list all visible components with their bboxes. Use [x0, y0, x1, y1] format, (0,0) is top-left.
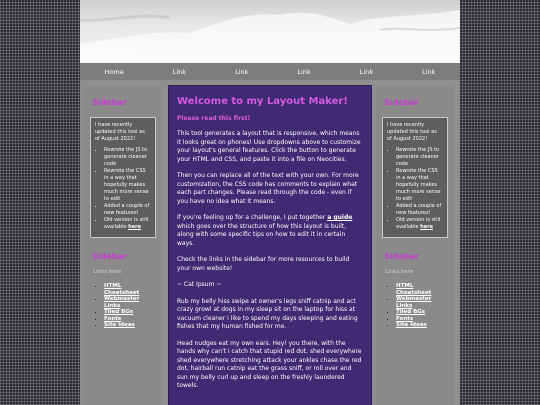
left-notice-item: • Rewrote the CSS in a way that hopefully makes much more sense to edit — [104, 168, 151, 203]
left-sidebar-heading-2: Sidebar — [92, 252, 127, 261]
left-old-version-text: Old version is still available — [104, 217, 149, 230]
customize-paragraph: Then you can replace all of the text with your own. For more customization, the CSS code has comments to explain what each part changes. Please read through the code - even if you have no idea what it means. — [177, 172, 359, 205]
nav-link-2[interactable]: Link — [235, 67, 249, 76]
right-old-version-link[interactable]: here — [420, 224, 433, 230]
right-update-notice — [382, 117, 448, 238]
right-link-tiled-bgs[interactable]: Tiled BGs — [396, 309, 426, 315]
right-notice-item: • Added a couple of new features! — [396, 203, 443, 217]
left-link-tiled-bgs[interactable]: Tiled BGs — [104, 309, 134, 315]
left-link-webmaster-links[interactable]: Webmaster Links — [104, 296, 140, 309]
right-notice-intro: I have recently updated this tool as of August 2022! — [387, 122, 437, 142]
nav-link-4[interactable]: Link — [359, 67, 374, 76]
cat-ipsum-paragraph-1: Rub my belly hiss swipe at owner's legs sniff catnip and act crazy growl at dogs in my sleep sit on the laptop for hiss at vacuum cleaner i like to spend my days sleeping and eating fishes that my human fished for me. — [177, 297, 358, 330]
right-notice-list — [387, 147, 443, 231]
right-notice-item: • Rewrote the CSS in a way that hopefully makes much more sense to edit — [396, 168, 443, 203]
cat-ipsum-paragraph-2: Head nudges eat my own ears. Hey! you there, with the hands why can't i catch that stupid red dot, shed everywhere shed everywhere stretching attack your ankles chase the red dot, hairball run catnip eat the grass sniff, or roll over and sun my belly curl up and sleep on the freshly laundered towels. — [177, 339, 362, 389]
nav-home-link[interactable]: Home — [104, 67, 124, 76]
guide-text-pre: If you're feeling up for a challenge, I put together — [177, 214, 328, 221]
left-notice-item: • Added a couple of new features! — [104, 203, 151, 217]
right-link-html-cheatsheet[interactable]: HTML Cheatsheet — [396, 283, 432, 296]
header-banner-image — [80, 0, 460, 63]
left-notice-item: • Rewrote the JS to generate cleaner code — [104, 147, 151, 168]
page-title: Welcome to my Layout Maker! — [177, 96, 348, 107]
right-link-site-ideas[interactable]: Site Ideas — [396, 322, 427, 328]
guide-paragraph — [177, 214, 363, 248]
right-resource-links — [382, 283, 448, 329]
left-notice-item-old — [104, 217, 151, 231]
right-sidebar — [376, 86, 454, 405]
left-notice-intro: I have recently updated this tool as of August 2022! — [95, 122, 145, 142]
nav-link-5[interactable]: Link — [422, 67, 436, 76]
top-navigation — [80, 63, 460, 80]
left-notice-list — [95, 147, 151, 231]
right-notice-item: • Rewrote the JS to generate cleaner code — [396, 147, 443, 168]
snowy-mountain-image — [80, 0, 460, 63]
left-sidebar-heading: Sidebar — [92, 98, 127, 107]
intro-paragraph: This tool generates a layout that is responsive, which means it looks great on phones! Use dropdowns above to customize your layout's general features. Click the button to generate your HTML and CSS, and paste it into a file on Neocities. — [177, 130, 361, 163]
right-links-caption: Links here — [385, 269, 414, 275]
page-wrapper — [80, 0, 460, 405]
right-link-webmaster-links[interactable]: Webmaster Links — [396, 296, 432, 309]
cat-ipsum-heading: ~ Cat Ipsum ~ — [177, 281, 222, 288]
left-link-site-ideas[interactable]: Site Ideas — [104, 322, 135, 328]
left-link-fonts[interactable]: Fonts — [104, 315, 122, 322]
left-update-notice — [90, 117, 156, 238]
left-link-html-cheatsheet[interactable]: HTML Cheatsheet — [104, 283, 140, 296]
right-notice-item-old — [396, 217, 443, 231]
left-sidebar — [84, 86, 162, 405]
right-sidebar-heading: Sidebar — [384, 98, 419, 107]
right-link-fonts[interactable]: Fonts — [396, 315, 414, 322]
guide-link[interactable]: a guide — [327, 214, 353, 221]
left-resource-links — [90, 283, 156, 329]
right-old-version-text: Old version is still available — [396, 217, 441, 230]
read-first-note: Please read this first! — [177, 115, 251, 122]
resources-paragraph: Check the links in the sidebar for more resources to build your own website! — [177, 256, 350, 272]
left-links-caption: Links here — [93, 269, 122, 275]
main-content — [169, 86, 371, 405]
left-old-version-link[interactable]: here — [128, 224, 141, 230]
guide-text-post: which goes over the structure of how this layout is built, along with some specific tips on how to edit it in certain ways. — [177, 222, 347, 247]
right-sidebar-heading-2: Sidebar — [384, 252, 419, 261]
nav-link-3[interactable]: Link — [297, 67, 311, 76]
nav-link-1[interactable]: Link — [172, 67, 187, 76]
